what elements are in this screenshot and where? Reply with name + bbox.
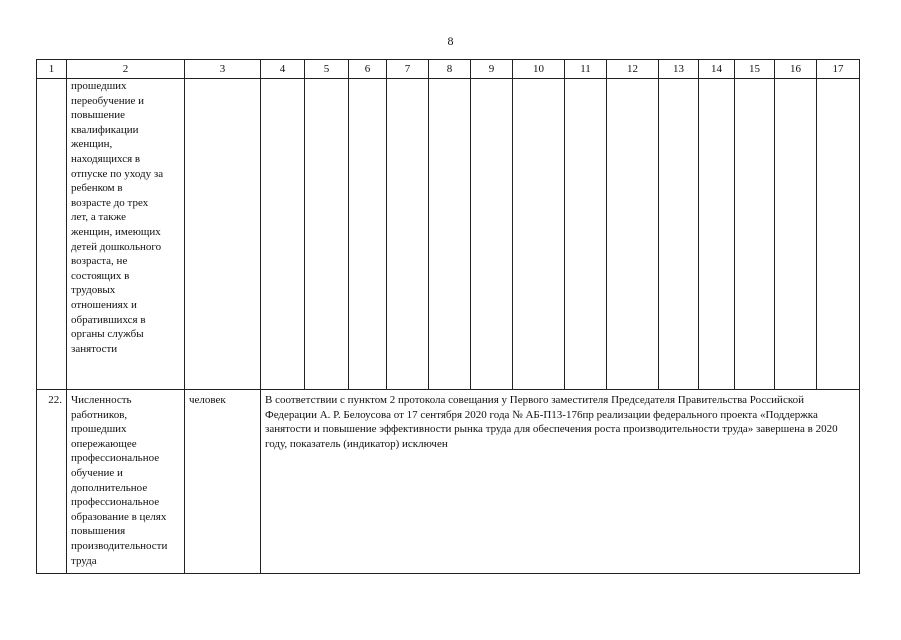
value-cell [261,79,305,390]
column-header: 12 [607,60,659,79]
column-header: 11 [565,60,607,79]
column-number-row [37,60,860,79]
value-cell [735,79,775,390]
unit-cell: человек [185,390,261,574]
value-cell [699,79,735,390]
table-row [37,79,860,390]
column-header: 13 [659,60,699,79]
column-header: 9 [471,60,513,79]
value-cell [607,79,659,390]
indicator-name: прошедших переобучение и повышение квалификации женщин, находящихся в отпуске по уходу за ребенком в возрасте до трех лет, а также женщин, имеющих детей дошкольного возраста, не состоящих в трудовых отношениях и обратившихся в органы службы занятости [67,79,185,390]
column-header: 8 [429,60,471,79]
column-header: 5 [305,60,349,79]
value-cell [817,79,860,390]
value-cell [513,79,565,390]
column-header: 17 [817,60,860,79]
page-number: 8 [447,34,454,48]
indicator-name: Численность работников, прошедших опережающее профессиональное обучение и дополнительное профессиональное образование в целях повышения производительности труда [67,390,185,574]
column-header: 2 [67,60,185,79]
unit-cell [185,79,261,390]
column-header: 16 [775,60,817,79]
row-number [37,79,67,390]
column-header: 6 [349,60,387,79]
row-number: 22. [37,390,67,574]
value-cell [775,79,817,390]
table-row [37,390,860,574]
column-header: 3 [185,60,261,79]
column-header: 1 [37,60,67,79]
value-cell [387,79,429,390]
value-cell [471,79,513,390]
column-header: 7 [387,60,429,79]
column-header: 10 [513,60,565,79]
value-cell [349,79,387,390]
value-cell [659,79,699,390]
indicator-table [36,59,860,574]
value-cell [565,79,607,390]
exclusion-note: В соответствии с пунктом 2 протокола совещания у Первого заместителя Председателя Правительства Российской Федерации А. Р. Белоусова от 17 сентября 2020 года № АБ-П13-176пр реализации федерального проекта «Поддержка занятости и повышение эффективности рынка труда для обеспечения роста производительности труда» завершена в 2020 году, показатель (индикатор) исключен [261,390,860,574]
value-cell [429,79,471,390]
value-cell [305,79,349,390]
column-header: 14 [699,60,735,79]
column-header: 15 [735,60,775,79]
column-header: 4 [261,60,305,79]
